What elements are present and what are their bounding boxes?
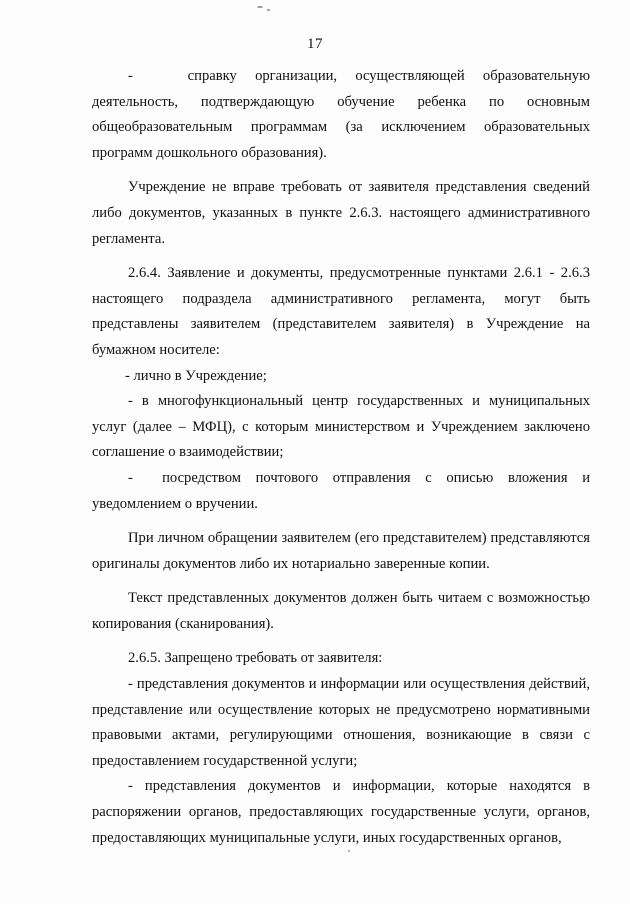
list-item-held-documents: - представления документов и информации, которые находятся в распоряжении органов, предоставляющих государственные услуги, органов, предоставляющих муниципальные услуги, иных государственных органов, [92, 778, 590, 846]
paragraph-certificate: - справку организации, осуществляющей образовательную деятельность, подтверждающую обучение ребенка по основным общеобразовательным программам (за исключением образовательных программ дошкольного образования). [92, 68, 590, 161]
scan-speck [257, 6, 263, 8]
list-item-actions: - представления документов и информации или осуществления действий, представление или осуществление которых не предусмотрено нормативными правовыми актами, регулирующими отношения, возникающие в связи с предоставлением государственной услуги; [92, 676, 590, 769]
paragraph-institution-restriction: Учреждение не вправе требовать от заявителя представления сведений либо документов, указанных в пункте 2.6.3. настоящего административного регламента. [92, 179, 590, 247]
list-item-in-person: - лично в Учреждение; [125, 367, 267, 384]
paragraph-readable-text: Текст представленных документов должен быть читаем с возможностью копирования (сканирования). [92, 590, 590, 632]
scan-speck [267, 9, 270, 11]
paragraph-2-6-4: 2.6.4. Заявление и документы, предусмотренные пунктами 2.6.1 - 2.6.3 настоящего подраздела административного регламента, могут быть представлены заявителем (представителем заявителя) в Учреждение на бумажном носителе: [92, 265, 590, 358]
paragraph-2-6-5: 2.6.5. Запрещено требовать от заявителя: [128, 650, 383, 667]
document-body [92, 64, 590, 851]
list-item-mfc: - в многофункциональный центр государственных и муниципальных услуг (далее – МФЦ), с которым министерством и Учреждением заключено соглашение о взаимодействии; [92, 393, 590, 461]
list-item-postal: - посредством почтового отправления с описью вложения и уведомлением о вручении. [92, 469, 590, 512]
paragraph-originals: При личном обращении заявителем (его представителем) представляются оригиналы документов либо их нотариально заверенные копии. [92, 530, 590, 572]
page-number: 17 [307, 36, 323, 52]
